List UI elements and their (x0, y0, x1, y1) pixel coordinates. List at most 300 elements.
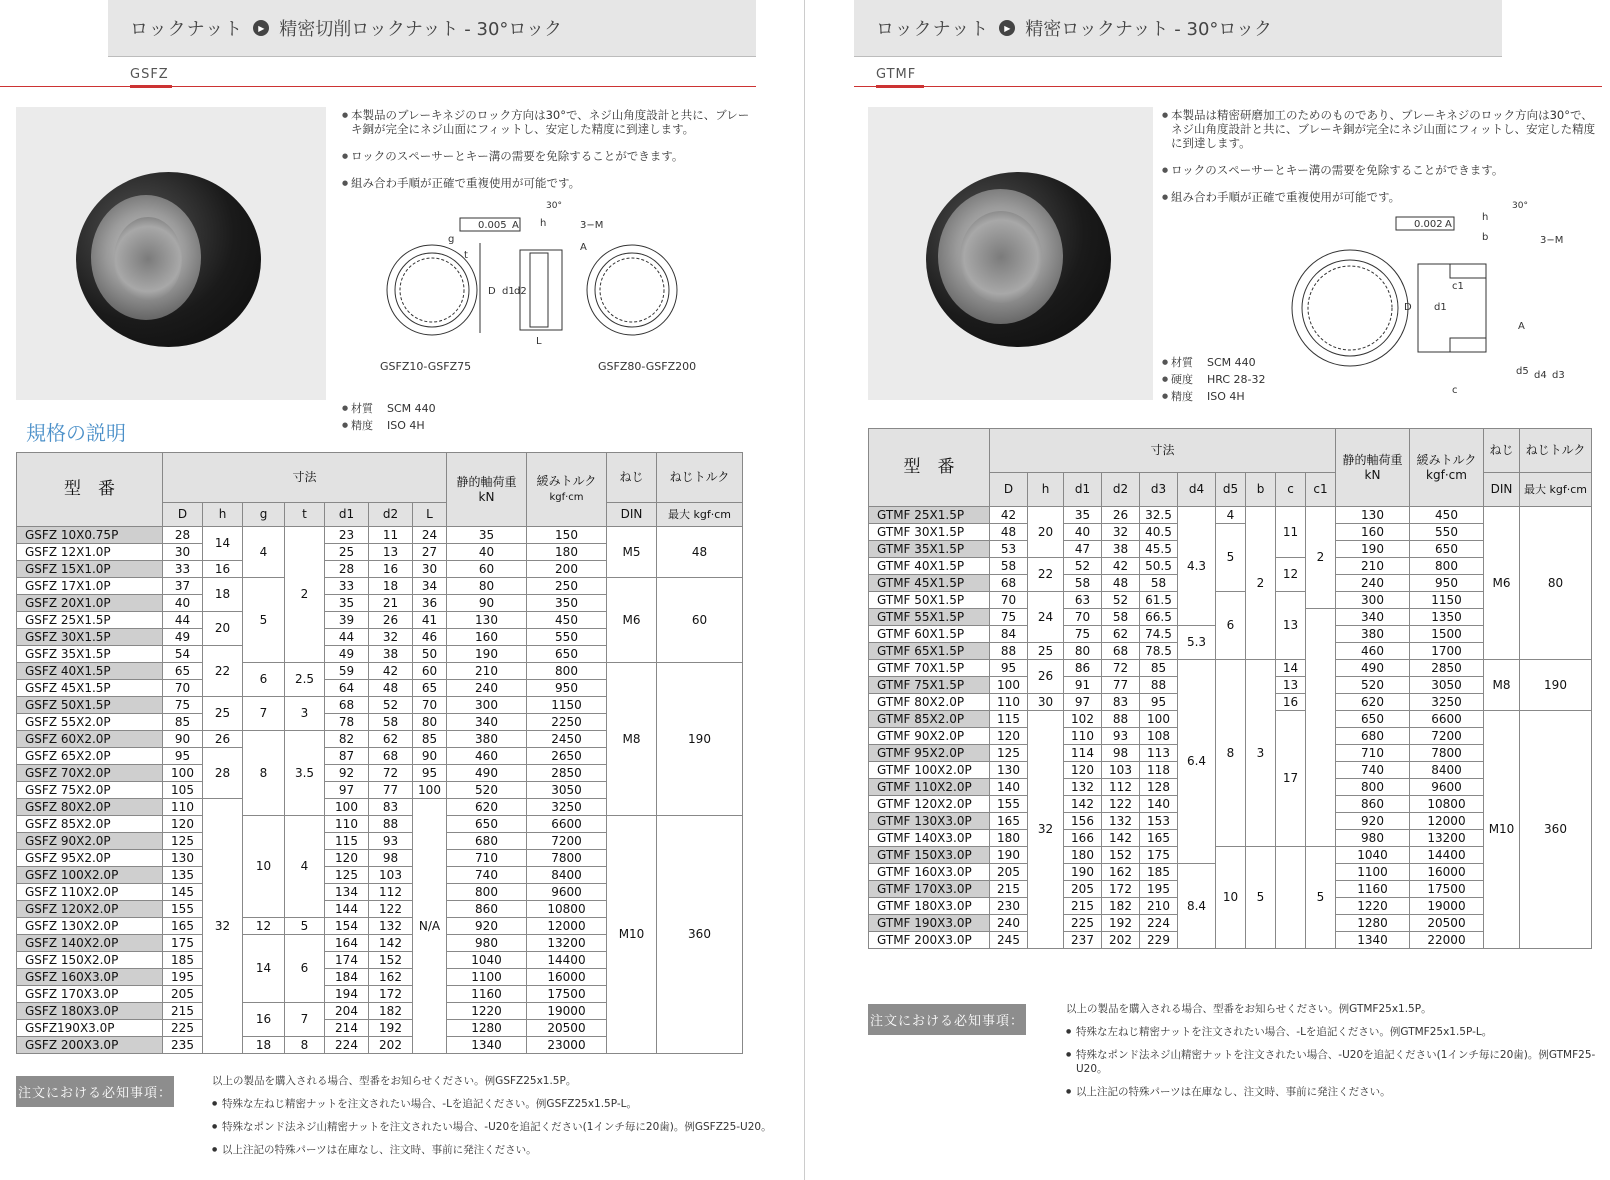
table-cell: 48 (990, 524, 1028, 541)
col-screwtorque: ねじトルク (1520, 429, 1592, 473)
table-cell: 2450 (527, 731, 607, 748)
model-cell: GTMF 100X2.0P (869, 762, 990, 779)
table-cell: 740 (447, 867, 527, 884)
table-cell: 184 (325, 969, 369, 986)
table-cell: 3250 (527, 799, 607, 816)
table-cell: 520 (1336, 677, 1410, 694)
table-cell: 60 (413, 663, 447, 680)
table-cell: 24 (1028, 592, 1064, 643)
table-cell: 165 (990, 813, 1028, 830)
table-cell (1306, 609, 1336, 847)
table-cell: 77 (369, 782, 413, 799)
table-cell: 48 (657, 527, 743, 578)
product-code: GTMF (876, 67, 917, 82)
table-cell: 190 (657, 663, 743, 816)
table-cell: 620 (447, 799, 527, 816)
col-t: t (285, 503, 325, 527)
table-cell: 26 (203, 731, 243, 748)
table-cell: 78 (325, 714, 369, 731)
model-cell: GTMF 95X2.0P (869, 745, 990, 762)
table-cell: 800 (447, 884, 527, 901)
table-cell: 150 (527, 527, 607, 544)
model-cell: GSFZ 10X0.75P (17, 527, 163, 544)
datum-label: A (1518, 321, 1525, 332)
table-cell: 1150 (1410, 592, 1484, 609)
table-cell: 62 (1102, 626, 1140, 643)
table-cell: 88 (369, 816, 413, 833)
table-cell: 6 (285, 935, 325, 1003)
table-cell: 34 (413, 578, 447, 595)
table-cell: 154 (325, 918, 369, 935)
table-cell: 100 (990, 677, 1028, 694)
table-cell: 49 (163, 629, 203, 646)
table-cell: 60 (657, 578, 743, 663)
tolerance-value: 0.005 (478, 220, 507, 231)
table-cell: 650 (447, 816, 527, 833)
table-cell: 53 (990, 541, 1028, 558)
table-cell: 100 (163, 765, 203, 782)
table-cell: 130 (163, 850, 203, 867)
model-cell: GTMF 75X1.5P (869, 677, 990, 694)
table-cell: 45.5 (1140, 541, 1178, 558)
table-cell: 14 (243, 935, 285, 1003)
table-cell: 224 (1140, 915, 1178, 932)
red-accent (876, 85, 924, 88)
table-cell: 105 (163, 782, 203, 799)
table-cell: 710 (447, 850, 527, 867)
col-d1: d1 (1064, 473, 1102, 507)
col-d1: d1 (325, 503, 369, 527)
table-cell: 90 (447, 595, 527, 612)
table-cell: 8400 (527, 867, 607, 884)
header-category: ロックナット (876, 19, 990, 40)
table-cell: 60 (447, 561, 527, 578)
table-cell: 27 (413, 544, 447, 561)
table-cell: 98 (1102, 745, 1140, 762)
table-cell: 134 (325, 884, 369, 901)
spec-item: ● 材質 SCM 440 (1162, 354, 1266, 371)
table-cell: 520 (447, 782, 527, 799)
table-cell: 3.5 (285, 731, 325, 816)
table-cell: 42 (369, 663, 413, 680)
table-cell: 82 (325, 731, 369, 748)
order-notes (1066, 1002, 1606, 1108)
table-row (869, 592, 1592, 609)
table-cell: 225 (1064, 915, 1102, 932)
table-cell: 8 (1216, 660, 1246, 847)
table-cell: 40 (1064, 524, 1102, 541)
table-cell: 26 (1102, 507, 1140, 524)
table-cell: 20 (1028, 507, 1064, 558)
model-cell: GTMF 90X2.0P (869, 728, 990, 745)
table-cell: 52 (1102, 592, 1140, 609)
header-title: 精密ロックナット - 30°ロック (1025, 19, 1273, 40)
dim-h: h (540, 218, 547, 229)
table-cell: 26 (1028, 660, 1064, 694)
table-cell: 240 (990, 915, 1028, 932)
table-cell: 2 (285, 527, 325, 663)
right-page (806, 0, 1610, 1180)
col-load: 静的軸荷重 kN (447, 453, 527, 527)
table-cell: 22 (203, 646, 243, 697)
table-cell: 17 (1276, 711, 1306, 847)
dim-c1: c1 (1452, 281, 1464, 292)
table-cell: 620 (1336, 694, 1410, 711)
table-cell: 7 (285, 1003, 325, 1037)
table-cell: 95 (163, 748, 203, 765)
table-cell: 87 (325, 748, 369, 765)
table-cell: 2250 (527, 714, 607, 731)
table-cell: 215 (163, 1003, 203, 1020)
col-D: D (163, 503, 203, 527)
table-cell: 5 (285, 918, 325, 935)
table-cell: 550 (1410, 524, 1484, 541)
model-cell: GSFZ 20X1.0P (17, 595, 163, 612)
table-cell: 17500 (527, 986, 607, 1003)
col-c1: c1 (1306, 473, 1336, 507)
table-cell: 6600 (1410, 711, 1484, 728)
model-cell: GSFZ 65X2.0P (17, 748, 163, 765)
table-cell: 75 (1064, 626, 1102, 643)
table-cell: 120 (1064, 762, 1102, 779)
table-cell: 10800 (1410, 796, 1484, 813)
table-cell: M10 (607, 816, 657, 1054)
thread-label: 3−M (1540, 235, 1564, 246)
table-cell: 98 (369, 850, 413, 867)
table-cell: 6 (1216, 592, 1246, 660)
table-cell: 48 (369, 680, 413, 697)
product-code: GSFZ (130, 67, 169, 82)
model-cell: GSFZ 80X2.0P (17, 799, 163, 816)
technical-drawing (370, 198, 720, 378)
table-cell: 72 (1102, 660, 1140, 677)
table-cell: 160 (1336, 524, 1410, 541)
table-cell: 460 (447, 748, 527, 765)
model-cell: GSFZ 55X2.0P (17, 714, 163, 731)
model-cell: GSFZ 130X2.0P (17, 918, 163, 935)
table-cell: 32 (1028, 711, 1064, 949)
table-cell: 49 (325, 646, 369, 663)
table-cell: 39 (325, 612, 369, 629)
table-cell: 28 (325, 561, 369, 578)
spec-item: ● 材質 SCM 440 (342, 400, 436, 417)
table-cell: 25 (325, 544, 369, 561)
table-cell: 7 (243, 697, 285, 731)
table-cell: 75 (163, 697, 203, 714)
table-cell: 122 (1102, 796, 1140, 813)
product-photo (868, 107, 1153, 400)
col-c: c (1276, 473, 1306, 507)
table-cell: 35 (325, 595, 369, 612)
table-cell: 30 (163, 544, 203, 561)
table-cell: 42 (1102, 558, 1140, 575)
table-cell: 16000 (527, 969, 607, 986)
table-cell: 164 (325, 935, 369, 952)
table-row (17, 578, 743, 595)
table-cell: 1700 (1410, 643, 1484, 660)
table-cell: 202 (1102, 932, 1140, 949)
technical-drawing (1282, 198, 1610, 413)
table-cell: 50.5 (1140, 558, 1178, 575)
table-cell: 16 (243, 1003, 285, 1037)
left-page (0, 0, 790, 1180)
table-cell: 800 (1336, 779, 1410, 796)
model-cell: GTMF 45X1.5P (869, 575, 990, 592)
table-cell: 66.5 (1140, 609, 1178, 626)
table-cell: 77 (1102, 677, 1140, 694)
table-cell: 40 (447, 544, 527, 561)
table-cell: 130 (990, 762, 1028, 779)
table-cell: 102 (1064, 711, 1102, 728)
table-cell: 450 (1410, 507, 1484, 524)
model-cell: GTMF 200X3.0P (869, 932, 990, 949)
model-cell: GTMF 65X1.5P (869, 643, 990, 660)
table-cell: 115 (325, 833, 369, 850)
table-cell: 190 (1064, 864, 1102, 881)
play-arrow-icon: ▶ (999, 20, 1015, 36)
model-cell: GSFZ 30X1.5P (17, 629, 163, 646)
table-cell: M8 (1484, 660, 1520, 711)
order-notes-label: 注文における必知事項： (868, 1004, 1026, 1035)
table-cell: 68 (369, 748, 413, 765)
table-cell: 250 (527, 578, 607, 595)
dim-t: t (464, 250, 468, 261)
col-d3: d3 (1140, 473, 1178, 507)
table-cell: 18 (203, 578, 243, 612)
table-cell: 190 (1520, 660, 1592, 711)
table-cell: 95 (990, 660, 1028, 677)
col-d5: d5 (1216, 473, 1246, 507)
model-cell: GSFZ 85X2.0P (17, 816, 163, 833)
table-cell: 20500 (1410, 915, 1484, 932)
table-cell: 114 (1064, 745, 1102, 762)
table-cell: 120 (163, 816, 203, 833)
table-cell: 132 (1064, 779, 1102, 796)
table-cell: 16000 (1410, 864, 1484, 881)
col-screw: ねじ (607, 453, 657, 503)
note-item: ● 以上注記の特殊パーツは在庫なし、注文時、事前に発注ください。 (212, 1143, 782, 1157)
table-cell: 3250 (1410, 694, 1484, 711)
col-torque: 緩みトルク kgf·cm (527, 453, 607, 527)
table-cell: 920 (1336, 813, 1410, 830)
table-cell: 32 (1102, 524, 1140, 541)
table-cell: 215 (1064, 898, 1102, 915)
table-cell: 185 (163, 952, 203, 969)
table-cell: 800 (1410, 558, 1484, 575)
table-cell: 1500 (1410, 626, 1484, 643)
table-cell: 140 (1140, 796, 1178, 813)
table-cell: 300 (1336, 592, 1410, 609)
table-cell: 110 (990, 694, 1028, 711)
model-cell: GTMF 85X2.0P (869, 711, 990, 728)
table-cell: 110 (325, 816, 369, 833)
table-cell: 103 (1102, 762, 1140, 779)
table-cell: 152 (1102, 847, 1140, 864)
table-cell: 1160 (1336, 881, 1410, 898)
col-b: b (1246, 473, 1276, 507)
table-cell: 142 (1102, 830, 1140, 847)
col-d2: d2 (1102, 473, 1140, 507)
col-g: g (243, 503, 285, 527)
col-screwtorque: ねじトルク (657, 453, 743, 503)
table-cell: 210 (447, 663, 527, 680)
table-cell: 24 (413, 527, 447, 544)
table-cell: 23 (325, 527, 369, 544)
table-cell: 70 (1064, 609, 1102, 626)
table-cell: 156 (1064, 813, 1102, 830)
table-cell: 70 (413, 697, 447, 714)
table-cell: 58 (1064, 575, 1102, 592)
table-cell: 8 (285, 1037, 325, 1054)
table-cell: 360 (1520, 711, 1592, 949)
table-cell: 17500 (1410, 881, 1484, 898)
table-cell: 35 (1064, 507, 1102, 524)
table-cell: 38 (369, 646, 413, 663)
model-cell: GTMF 110X2.0P (869, 779, 990, 796)
table-cell: 350 (527, 595, 607, 612)
model-cell: GSFZ 95X2.0P (17, 850, 163, 867)
table-cell: 30 (413, 561, 447, 578)
model-cell: GSFZ190X3.0P (17, 1020, 163, 1037)
table-cell: 30 (1028, 694, 1064, 711)
table-cell: 70 (990, 592, 1028, 609)
col-model: 型 番 (17, 453, 163, 527)
dim-d4: d4 (1534, 370, 1547, 381)
table-cell: 75 (990, 609, 1028, 626)
table-cell: 12000 (527, 918, 607, 935)
table-cell: 25 (203, 697, 243, 731)
table-cell: 172 (1102, 881, 1140, 898)
model-cell: GTMF 35X1.5P (869, 541, 990, 558)
table-cell: 135 (163, 867, 203, 884)
table-cell: 118 (1140, 762, 1178, 779)
model-cell: GSFZ 12X1.0P (17, 544, 163, 561)
play-arrow-icon: ▶ (253, 20, 269, 36)
table-cell: 88 (990, 643, 1028, 660)
col-max: 最大 kgf·cm (657, 503, 743, 527)
table-cell: 245 (990, 932, 1028, 949)
table-cell: 80 (413, 714, 447, 731)
table-cell: 860 (1336, 796, 1410, 813)
table-cell: 172 (369, 986, 413, 1003)
angle-label: 30° (1512, 201, 1528, 211)
model-cell: GTMF 180X3.0P (869, 898, 990, 915)
table-cell: 192 (369, 1020, 413, 1037)
dim-d1: d1 (502, 286, 515, 297)
table-cell: 33 (325, 578, 369, 595)
col-load: 静的軸荷重 kN (1336, 429, 1410, 507)
table-cell: 1340 (1336, 932, 1410, 949)
table-cell: 205 (1064, 881, 1102, 898)
table-cell: 4.3 (1178, 507, 1216, 626)
note-item: ● 特殊な左ねじ精密ナットを注文されたい場合、-Lを追記ください。例GTMF25x1.5P-L。 (1066, 1025, 1606, 1039)
table-cell: 130 (447, 612, 527, 629)
model-cell: GTMF 170X3.0P (869, 881, 990, 898)
table-cell: 240 (447, 680, 527, 697)
dim-D: D (488, 286, 496, 297)
table-cell: 650 (1336, 711, 1410, 728)
table-cell: 25 (1028, 643, 1064, 660)
table-cell: 229 (1140, 932, 1178, 949)
table-cell: 16 (1276, 694, 1306, 711)
table-cell: 180 (990, 830, 1028, 847)
table-cell: 182 (369, 1003, 413, 1020)
table-row (869, 524, 1592, 541)
table-cell: 22 (1028, 558, 1064, 592)
table-cell: M6 (1484, 507, 1520, 660)
table-cell: 120 (990, 728, 1028, 745)
model-cell: GTMF 70X1.5P (869, 660, 990, 677)
model-cell: GTMF 30X1.5P (869, 524, 990, 541)
table-cell: 85 (413, 731, 447, 748)
note-item: 以上の製品を購入される場合、型番をお知らせください。例GSFZ25x1.5P。 (212, 1075, 577, 1087)
table-cell: 1100 (1336, 864, 1410, 881)
table-cell: 21 (369, 595, 413, 612)
table-cell: 18 (369, 578, 413, 595)
model-cell: GTMF 190X3.0P (869, 915, 990, 932)
table-cell: 37 (163, 578, 203, 595)
table-cell: 83 (369, 799, 413, 816)
table-cell: 340 (447, 714, 527, 731)
table-cell: 6600 (527, 816, 607, 833)
table-cell: 165 (163, 918, 203, 935)
table-cell: 125 (325, 867, 369, 884)
table-cell: 860 (447, 901, 527, 918)
table-cell: 122 (369, 901, 413, 918)
table-cell: 2 (1306, 507, 1336, 609)
dim-d5: d5 (1516, 366, 1529, 377)
table-cell: 1350 (1410, 609, 1484, 626)
table-cell: 950 (527, 680, 607, 697)
table-cell: 36 (413, 595, 447, 612)
table-cell: 160 (447, 629, 527, 646)
product-photo (16, 107, 326, 400)
page-divider (804, 0, 805, 1180)
table-cell: 44 (163, 612, 203, 629)
table-cell: 6 (243, 663, 285, 697)
table-cell: 85 (1140, 660, 1178, 677)
table-cell: 70 (163, 680, 203, 697)
red-rule (0, 86, 756, 87)
table-cell: 13 (1276, 677, 1306, 694)
table-cell: 202 (369, 1037, 413, 1054)
spec-item: ● 硬度 HRC 28-32 (1162, 371, 1266, 388)
table-cell: 740 (1336, 762, 1410, 779)
table-cell: 86 (1064, 660, 1102, 677)
table-cell: 204 (325, 1003, 369, 1020)
red-rule (854, 86, 1602, 87)
col-h: h (1028, 473, 1064, 507)
table-row (869, 660, 1592, 677)
table-cell: 132 (1102, 813, 1140, 830)
dim-g: g (448, 234, 455, 245)
table-cell: 20 (203, 612, 243, 646)
note-item: ● 特殊なポンド法ネジ山精密ナットを注文されたい場合、-U20を追記ください(1インチ毎に20歯)。例GTMF25-U20。 (1066, 1048, 1606, 1076)
table-cell: 58 (1102, 609, 1140, 626)
table-cell: 2650 (527, 748, 607, 765)
table-cell: 63 (1064, 592, 1102, 609)
table-cell: 1040 (447, 952, 527, 969)
spec-table (868, 428, 1592, 949)
table-cell: 4 (285, 816, 325, 918)
table-cell: 20500 (527, 1020, 607, 1037)
table-cell: 68 (990, 575, 1028, 592)
table-cell: 340 (1336, 609, 1410, 626)
table-cell: 1160 (447, 986, 527, 1003)
table-cell: 140 (990, 779, 1028, 796)
table-cell: 142 (369, 935, 413, 952)
spec-item: ● 精度 ISO 4H (342, 417, 436, 434)
